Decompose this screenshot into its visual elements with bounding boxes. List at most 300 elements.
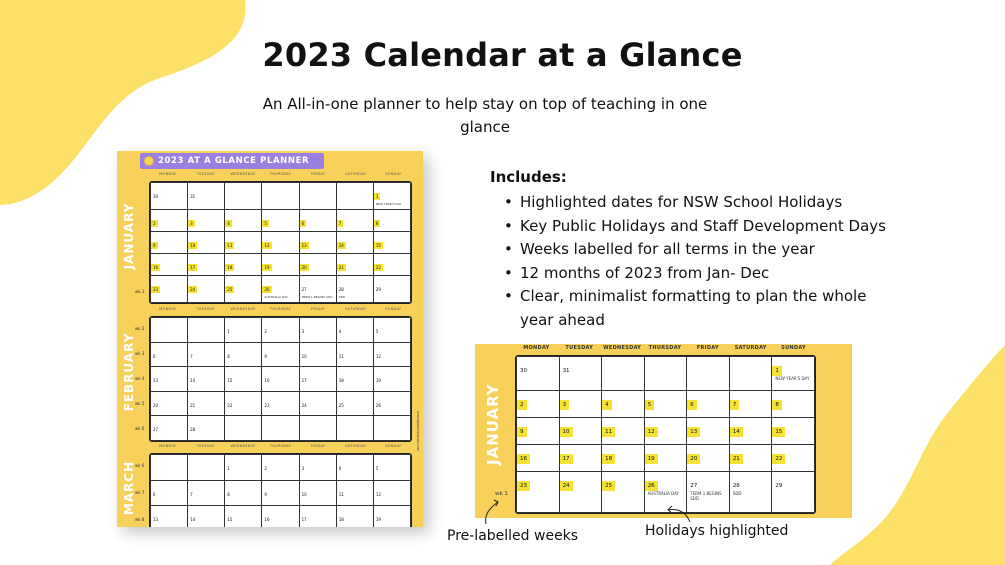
day-number: 13 [301, 242, 307, 248]
calendar-day-cell [687, 357, 730, 391]
day-number: 4 [602, 400, 612, 410]
calendar-day-cell [687, 390, 730, 417]
day-number: 13 [687, 427, 700, 437]
calendar-day-cell [729, 445, 772, 472]
calendar-day-cell [262, 209, 299, 231]
week-label: wk 8 [135, 516, 145, 522]
calendar-day-cell [772, 418, 815, 445]
day-name-header: THURSDAY [269, 172, 292, 176]
day-number: 21 [338, 265, 344, 271]
day-number: 14 [730, 427, 743, 437]
day-name-header: SATURDAY [345, 307, 367, 311]
day-number: 8 [772, 400, 782, 410]
day-note: TERM 1 BEGINS SDD [301, 295, 333, 300]
calendar-day-cell [225, 209, 262, 231]
calendar-day-cell [373, 183, 410, 210]
day-number [151, 331, 155, 333]
calendar-day-cell [188, 367, 225, 392]
day-number [602, 368, 608, 372]
day-number [337, 196, 341, 198]
calendar-day-cell [772, 472, 815, 513]
calendar-week-row [151, 455, 411, 481]
day-number: 6 [687, 400, 697, 410]
calendar-day-cell [225, 183, 262, 210]
day-number: 10 [301, 491, 307, 497]
calendar-day-cell [151, 254, 188, 276]
day-number: 12 [264, 242, 270, 248]
calendar-day-cell [188, 318, 225, 343]
includes-item: • Clear, minimalist formatting to plan the whole year ahead [498, 285, 898, 332]
day-name-header: TUESDAY [565, 345, 594, 351]
calendar-day-cell [151, 480, 188, 506]
calendar-week-row [151, 276, 411, 303]
calendar-week-row [151, 254, 411, 276]
day-number: 7 [190, 491, 193, 497]
calendar-day-cell [299, 391, 336, 416]
holidays-annotation: Holidays highlighted [645, 523, 789, 539]
day-name-header: SATURDAY [345, 444, 367, 448]
calendar-week-row [151, 416, 411, 441]
day-number: 13 [153, 378, 159, 384]
calendar-day-cell [772, 445, 815, 472]
calendar-day-cell [559, 418, 602, 445]
day-number: 28 [338, 287, 344, 293]
day-note: AUSTRALIA DAY [647, 491, 679, 497]
day-number: 25 [338, 402, 344, 408]
calendar-day-cell [151, 231, 188, 253]
calendar-day-cell [188, 480, 225, 506]
calendar-day-cell [299, 209, 336, 231]
day-number: 11 [338, 353, 344, 359]
day-number: 5 [375, 329, 379, 334]
day-number [262, 429, 266, 431]
calendar-day-cell [373, 276, 410, 303]
month-label: JANUARY [122, 202, 136, 270]
day-note: TERM 1 BEGINS SDD [690, 491, 722, 502]
calendar-day-cell [517, 390, 560, 417]
calendar-day-cell [517, 418, 560, 445]
day-number [151, 468, 155, 470]
day-number: 19 [264, 265, 270, 271]
day-name-header: FRIDAY [311, 307, 326, 311]
calendar-day-cell [373, 455, 410, 481]
calendar-day-cell [336, 455, 373, 481]
includes-item: • 12 months of 2023 from Jan- Dec [498, 262, 898, 286]
day-number: 4 [227, 220, 230, 226]
day-number: 19 [645, 454, 658, 464]
day-number [188, 468, 192, 470]
month-label: FEBRUARY [122, 332, 136, 412]
calendar-day-cell [188, 416, 225, 441]
day-number: 7 [190, 353, 193, 359]
calendar-day-cell [262, 455, 299, 481]
day-number: 15 [772, 427, 785, 437]
calendar-day-cell [336, 480, 373, 506]
calendar-day-cell [188, 342, 225, 367]
calendar-day-cell [262, 416, 299, 441]
week-label: wk 1 [135, 288, 145, 294]
calendar-day-cell [559, 357, 602, 391]
calendar-day-cell [188, 506, 225, 527]
calendar-day-cell [644, 418, 687, 445]
week-label: wk 4 [135, 376, 145, 381]
day-number [374, 429, 378, 431]
includes-item: • Weeks labelled for all terms in the year [498, 238, 898, 262]
zoom-day-names [515, 345, 815, 351]
day-number: 5 [375, 466, 379, 471]
calendar-day-cell [373, 506, 410, 527]
day-number [225, 429, 229, 431]
day-note: NEW YEAR'S DAY [375, 202, 402, 206]
calendar-week-row [151, 391, 411, 416]
day-name-header: TUESDAY [196, 307, 215, 311]
calendar-day-cell [517, 445, 560, 472]
calendar-day-cell [262, 506, 299, 527]
calendar-day-cell [602, 445, 645, 472]
calendar-day-cell [188, 276, 225, 303]
day-number: 18 [338, 517, 344, 523]
calendar-day-cell [225, 254, 262, 276]
day-name-header: SATURDAY [734, 345, 767, 351]
day-number: 2 [264, 466, 267, 471]
calendar-week-row [151, 367, 411, 392]
day-number: 19 [375, 378, 381, 384]
day-number: 15 [375, 242, 381, 248]
day-number: 20 [153, 402, 159, 408]
day-number: 30 [153, 194, 159, 199]
calendar-day-cell [373, 391, 410, 416]
includes-list [498, 191, 898, 332]
calendar-day-cell [262, 318, 299, 343]
day-number: 29 [775, 483, 783, 490]
day-number: 26 [264, 287, 270, 293]
calendar-day-cell [772, 390, 815, 417]
week-label: wk 6 [135, 463, 145, 469]
calendar-day-cell [151, 367, 188, 392]
day-name-header: FRIDAY [311, 444, 326, 448]
week-label: wk 5 [135, 401, 145, 407]
calendar-day-cell [151, 416, 188, 441]
day-name-header: SUNDAY [385, 172, 402, 176]
day-number: 2 [153, 220, 156, 226]
calendar-day-cell [151, 209, 188, 231]
day-note: NEW YEAR'S DAY [775, 376, 810, 381]
zoom-week-label: wk 1 [495, 491, 508, 497]
day-number: 22 [772, 454, 785, 464]
calendar-day-cell [262, 342, 299, 367]
calendar-day-cell [336, 254, 373, 276]
calendar-day-cell [151, 506, 188, 527]
calendar-day-cell [299, 231, 336, 253]
calendar-day-cell [373, 480, 410, 506]
calendar-week-row [151, 480, 411, 506]
calendar-week-row [151, 318, 411, 343]
day-number: 31 [562, 368, 570, 374]
day-note: AUSTRALIA DAY [264, 295, 288, 300]
planner-header [140, 153, 324, 169]
includes-heading: Includes: [490, 168, 567, 186]
calendar-day-cell [687, 445, 730, 472]
calendar-week-row [517, 445, 815, 472]
day-number: 16 [153, 265, 159, 271]
day-number: 1 [227, 466, 230, 471]
day-note: SDD [338, 295, 346, 300]
day-number: 1 [375, 194, 379, 199]
calendar-day-cell [373, 367, 410, 392]
day-name-header: MONDAY [159, 444, 177, 448]
day-number: 12 [375, 491, 381, 497]
day-number: 11 [338, 491, 344, 497]
calendar-day-cell [559, 472, 602, 513]
planner-url: WWW.JERNOTTAKIAM.COM [416, 411, 420, 451]
day-name-header: MONDAY [523, 345, 550, 351]
calendar-week-row [517, 357, 815, 391]
calendar-day-cell [151, 276, 188, 303]
calendar-day-cell [772, 357, 815, 391]
day-number: 20 [301, 265, 307, 271]
day-number [300, 196, 304, 198]
day-name-header: TUESDAY [196, 172, 215, 176]
day-number: 2 [264, 329, 267, 334]
january-zoom [475, 344, 852, 518]
day-number: 11 [602, 427, 615, 437]
day-number: 7 [338, 220, 342, 226]
day-name-header: WEDNESDAY [603, 345, 642, 351]
calendar-day-cell [373, 209, 410, 231]
calendar-day-cell [151, 455, 188, 481]
calendar-day-cell [373, 416, 410, 441]
day-number: 16 [517, 454, 530, 464]
calendar-day-cell [644, 445, 687, 472]
calendar-day-cell [336, 342, 373, 367]
includes-item: • Key Public Holidays and Staff Development Days [498, 215, 898, 239]
calendar-day-cell [373, 231, 410, 253]
day-number: 9 [264, 353, 267, 359]
calendar-week-row [517, 390, 815, 417]
calendar-day-cell [729, 390, 772, 417]
day-number: 6 [301, 220, 305, 226]
day-number: 17 [560, 454, 573, 464]
day-number: 21 [190, 402, 196, 408]
day-number: 10 [560, 427, 573, 437]
day-number: 14 [338, 242, 344, 248]
zoom-month-label: JANUARY [484, 383, 502, 465]
calendar-day-cell [188, 391, 225, 416]
calendar-day-cell [225, 455, 262, 481]
day-number: 17 [190, 265, 196, 271]
day-number: 18 [602, 454, 615, 464]
calendar-day-cell [602, 390, 645, 417]
day-number: 30 [520, 368, 527, 374]
month-calendar-grid [149, 453, 412, 527]
calendar-day-cell [225, 416, 262, 441]
calendar-day-cell [336, 506, 373, 527]
calendar-day-cell [151, 391, 188, 416]
calendar-day-cell [373, 318, 410, 343]
calendar-day-cell [299, 183, 336, 210]
calendar-day-cell [602, 418, 645, 445]
planner-day-names [149, 444, 412, 448]
day-number: 8 [375, 220, 379, 226]
day-number: 23 [153, 287, 159, 293]
day-number: 11 [227, 242, 233, 248]
day-number: 13 [153, 517, 159, 523]
day-name-header: TUESDAY [196, 444, 215, 448]
week-label: wk 6 [135, 426, 145, 432]
day-number: 17 [301, 517, 307, 523]
calendar-day-cell [225, 231, 262, 253]
day-number: 5 [264, 220, 267, 226]
calendar-day-cell [225, 391, 262, 416]
day-number: 18 [227, 265, 233, 271]
calendar-day-cell [336, 391, 373, 416]
calendar-day-cell [262, 480, 299, 506]
day-number: 6 [153, 491, 156, 497]
calendar-day-cell [188, 455, 225, 481]
calendar-day-cell [602, 472, 645, 513]
day-number: 24 [301, 402, 307, 408]
day-number: 29 [375, 287, 381, 293]
day-number: 5 [645, 400, 655, 410]
calendar-day-cell [336, 209, 373, 231]
day-number: 12 [645, 427, 658, 437]
planner-day-names [149, 307, 412, 311]
includes-item: • Highlighted dates for NSW School Holidays [498, 191, 898, 215]
day-number: 4 [338, 466, 342, 471]
day-name-header: FRIDAY [311, 172, 326, 176]
calendar-day-cell [225, 506, 262, 527]
calendar-day-cell [336, 276, 373, 303]
day-number: 1 [772, 366, 782, 376]
day-name-header: SUNDAY [385, 444, 402, 448]
day-number: 16 [264, 517, 270, 523]
day-name-header: SUNDAY [781, 345, 806, 351]
calendar-day-cell [299, 506, 336, 527]
day-number: 3 [560, 400, 570, 410]
week-label: wk 2 [135, 325, 145, 331]
calendar-day-cell [262, 183, 299, 210]
day-number: 17 [301, 378, 307, 384]
day-number: 7 [730, 400, 740, 410]
day-number [300, 429, 304, 431]
calendar-day-cell [729, 418, 772, 445]
calendar-day-cell [299, 342, 336, 367]
calendar-day-cell [299, 416, 336, 441]
calendar-day-cell [336, 318, 373, 343]
calendar-day-cell [336, 231, 373, 253]
day-number: 16 [264, 378, 270, 384]
day-number: 15 [227, 378, 233, 384]
page-subtitle: An All-in-one planner to help stay on top of teaching in one glance [262, 95, 708, 136]
calendar-day-cell [188, 209, 225, 231]
calendar-day-cell [373, 342, 410, 367]
day-name-header: WEDNESDAY [230, 172, 256, 176]
day-number: 4 [338, 329, 342, 334]
calendar-day-cell [336, 416, 373, 441]
calendar-day-cell [225, 342, 262, 367]
day-number: 19 [375, 517, 381, 523]
calendar-day-cell [729, 472, 772, 513]
day-number: 1 [227, 329, 230, 334]
day-number: 6 [153, 353, 156, 359]
day-number: 21 [730, 454, 743, 464]
calendar-day-cell [336, 367, 373, 392]
day-name-header: FRIDAY [696, 345, 719, 351]
day-number: 26 [645, 481, 658, 491]
day-number: 25 [602, 481, 615, 491]
day-number: 9 [517, 427, 527, 437]
day-number [645, 368, 651, 372]
calendar-day-cell [151, 183, 188, 210]
day-name-header: THURSDAY [648, 345, 682, 351]
calendar-day-cell [559, 390, 602, 417]
planner-day-names [149, 172, 412, 176]
calendar-day-cell [188, 254, 225, 276]
calendar-day-cell [644, 357, 687, 391]
day-number: 27 [153, 427, 159, 433]
day-number: 28 [732, 483, 740, 490]
sun-icon [144, 156, 154, 166]
day-number: 14 [190, 517, 196, 523]
page-title: 2023 Calendar at a Glance [262, 36, 743, 74]
day-number: 12 [375, 353, 381, 359]
day-number: 3 [301, 466, 305, 471]
day-number: 20 [687, 454, 700, 464]
day-number: 2 [517, 400, 527, 410]
day-number: 25 [227, 287, 233, 293]
zoom-calendar-grid [515, 355, 816, 514]
day-number: 31 [190, 194, 196, 199]
day-number: 28 [190, 427, 196, 433]
day-number: 3 [190, 220, 193, 226]
calendar-day-cell [188, 183, 225, 210]
calendar-day-cell [151, 318, 188, 343]
calendar-day-cell [299, 254, 336, 276]
day-number: 22 [227, 402, 233, 408]
day-number: 27 [690, 483, 698, 490]
calendar-day-cell [188, 231, 225, 253]
calendar-week-row [151, 342, 411, 367]
day-number: 23 [517, 481, 530, 491]
calendar-day-cell [299, 480, 336, 506]
day-note: SDD [732, 491, 742, 497]
day-name-header: THURSDAY [269, 307, 292, 311]
day-number: 3 [301, 329, 305, 334]
calendar-day-cell [299, 276, 336, 303]
calendar-day-cell [262, 254, 299, 276]
day-number: 26 [375, 402, 381, 408]
day-number: 22 [375, 265, 381, 271]
day-number: 10 [190, 242, 196, 248]
calendar-day-cell [262, 276, 299, 303]
day-name-header: SATURDAY [345, 172, 367, 176]
day-number: 9 [153, 242, 156, 248]
day-number: 10 [301, 353, 307, 359]
day-number: 14 [190, 378, 196, 384]
day-number: 15 [227, 517, 233, 523]
calendar-week-row [151, 209, 411, 231]
calendar-week-row [151, 506, 411, 527]
day-number [262, 196, 266, 198]
planner-page [117, 151, 423, 527]
calendar-day-cell [299, 367, 336, 392]
week-label: wk 3 [135, 350, 145, 356]
day-number [687, 368, 693, 372]
day-number: 8 [227, 353, 230, 359]
day-number: 8 [227, 491, 230, 497]
day-name-header: WEDNESDAY [230, 307, 256, 311]
calendar-week-row [151, 231, 411, 253]
